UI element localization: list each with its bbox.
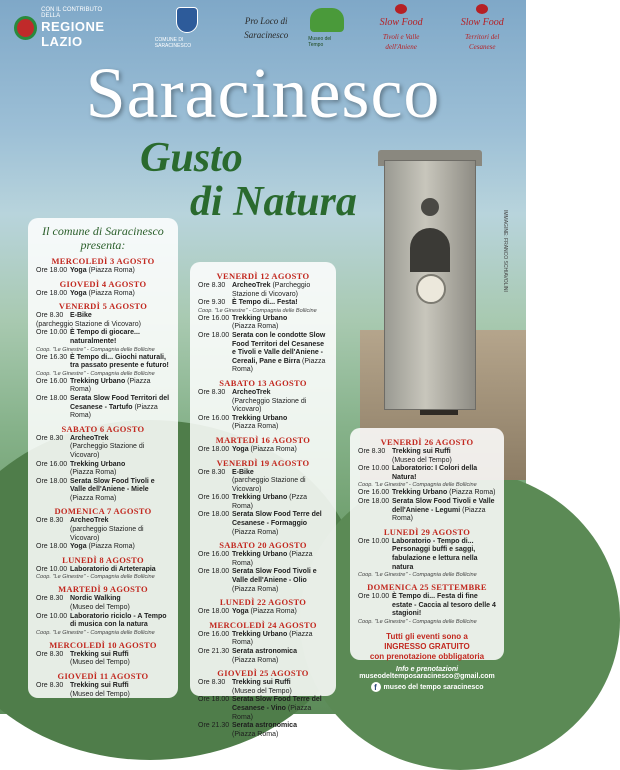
event-row: Ore 8.30 ArcheoTrek (Parcheggio Stazione di Vicovaro): [36, 434, 145, 459]
event-row: Ore 8.30 Trekking sui Ruffi (Museo del Tempo): [198, 679, 292, 695]
event-row: Ore 16.00 Trekking Urbano (Piazza Roma): [198, 551, 313, 567]
day-heading: MARTEDÌ 9 AGOSTO: [58, 584, 148, 595]
day-heading: VENERDÌ 19 AGOSTO: [216, 457, 310, 468]
event-row: Ore 8.30 Trekking sui Ruffi (Museo del Tempo): [36, 650, 130, 667]
tower-bell-window: [410, 228, 450, 272]
event-row: Ore 18.00 Serata Slow Food Tivoli e Valle dell'Aniene - Olio (Piazza Roma): [198, 568, 317, 593]
logo-bar: [0, 0, 526, 56]
event-note: Coop. "Le Ginestre" - Compagnia delle Bollicine: [358, 572, 477, 579]
slowfood-tivoli-line-2: Tivoli e Valle dell'Aniene: [382, 33, 420, 51]
tower-oculus: [421, 198, 439, 216]
event-row: Ore 10.00 Laboratorio: I Colori della Natura!: [358, 465, 478, 481]
program-column-3: [350, 428, 504, 660]
event-row: Ore 10.00 È Tempo di... Festa di fine estate - Caccia al tesoro delle 4 stagioni!: [358, 593, 496, 618]
event-row: Ore 21.30 Serata astronomica (Piazza Roma): [198, 648, 297, 664]
slowfood-tivoli-line-1: Slow Food: [379, 17, 423, 28]
day-heading: VENERDÌ 5 AGOSTO: [58, 301, 148, 312]
event-row: Ore 18.00 Serata Slow Food Terre del Cesanese - Vino (Piazza Roma): [198, 696, 322, 721]
event-row: Ore 8.30 ArcheoTrek (parcheggio Stazione di Vicovaro): [36, 517, 144, 542]
event-row: Ore 8.30 ArcheoTrek (Parcheggio Stazione di Vicovaro): [198, 388, 307, 414]
event-row: Ore 16.00 Trekking Urbano (Piazza Roma): [36, 377, 151, 394]
event-row: Ore 18.00 Yoga (Piazza Roma): [36, 267, 135, 274]
event-row: Ore 16.00 Trekking Urbano (Piazza Roma): [198, 314, 288, 331]
snail-icon: [476, 4, 488, 14]
day-heading: MARTEDÌ 16 AGOSTO: [215, 434, 311, 445]
info-email-link[interactable]: museodeltemposaracinesco@gmail.com: [359, 673, 495, 680]
facebook-link[interactable]: [352, 682, 502, 692]
event-row: Ore 8.30 Trekking sui Ruffi (Museo del Tempo): [36, 682, 130, 698]
slowfood-cesanese-line-1: Slow Food: [460, 17, 504, 28]
lazio-name-1: REGIONE: [41, 19, 105, 34]
proloco-logo: [244, 16, 288, 40]
regione-lazio-logo: [14, 7, 119, 49]
event-row: Ore 8.30 Nordic Walking (Museo del Tempo): [36, 595, 130, 612]
event-row: Ore 16.30 È Tempo di... Giochi naturali, tra passato presente e futuro!: [36, 353, 169, 370]
free-entry-line-3: con prenotazione obbligatoria: [369, 651, 485, 661]
day-heading: LUNEDÌ 8 AGOSTO: [62, 554, 144, 565]
event-row: Ore 18.00 Yoga (Piazza Roma): [36, 289, 135, 297]
event-row: Ore 18.00 Serata Slow Food Terre del Cesanese - Formaggio (Piazza Roma): [198, 511, 322, 536]
event-note: Coop. "Le Ginestre" - Compagnia delle Bollicine: [198, 307, 317, 314]
event-row: Ore 16.00 Trekking Urbano (Pzza Roma): [198, 494, 308, 510]
day-heading: DOMENICA 7 AGOSTO: [54, 506, 152, 517]
coat-of-arms-icon: [176, 7, 198, 33]
day-heading: MERCOLEDÌ 3 AGOSTO: [51, 256, 155, 266]
event-row: Ore 16.00 Trekking Urbano (Piazza Roma): [198, 414, 288, 431]
intro-line-2: presenta:: [80, 238, 126, 252]
event-note: Coop. "Le Ginestre" - Compagnia delle Bollicine: [36, 574, 155, 581]
day-heading: LUNEDÌ 22 AGOSTO: [219, 597, 307, 608]
proloco-line-2: Saracinesco: [244, 30, 289, 40]
event-row: Ore 16.00 Trekking Urbano (Piazza Roma): [358, 489, 496, 497]
poster-title: Saracinesco: [85, 53, 441, 133]
event-row: Ore 8.30 Trekking sui Ruffi (Museo del Tempo): [358, 448, 452, 464]
event-row: Ore 21.30 Serata astronomica (Piazza Roma): [198, 722, 297, 738]
event-row: Ore 10.00 Laboratorio di Arteterapia: [36, 565, 156, 573]
event-row: Ore 18.00 Yoga (Piazza Roma): [36, 543, 135, 551]
event-note: Coop. "Le Ginestre" - Compagnia delle Bollicine: [36, 346, 155, 353]
day-heading: GIOVEDÌ 4 AGOSTO: [59, 278, 147, 289]
facebook-icon: f: [371, 682, 381, 692]
event-row: Ore 16.00 Trekking Urbano (Piazza Roma): [198, 630, 313, 647]
day-heading: MERCOLEDÌ 24 AGOSTO: [209, 619, 317, 630]
lazio-caption: CON IL CONTRIBUTO DELLA: [41, 7, 103, 19]
event-row: Ore 10.00 Laboratorio - Tempo di... Personaggi buffi e saggi, fabulazione e lettura nella natura: [358, 537, 478, 571]
slowfood-tivoli-logo: [368, 4, 435, 52]
free-entry-notice: [358, 632, 496, 662]
free-entry-line-1: Tutti gli eventi sono a: [386, 631, 468, 641]
info-box: [352, 666, 502, 710]
day-heading: DOMENICA 25 SETTEMBRE: [367, 582, 487, 593]
facebook-page-name: museo del tempo saracinesco: [383, 683, 484, 691]
day-heading: MERCOLEDÌ 10 AGOSTO: [49, 639, 157, 650]
event-row: Ore 18.00 Serata Slow Food Tivoli e Valle dell'Aniene - Legumi (Piazza Roma): [358, 497, 495, 523]
day-heading: GIOVEDÌ 25 AGOSTO: [217, 668, 309, 679]
proloco-line-1: Pro Loco di: [244, 16, 288, 26]
event-row: Ore 10.00 È Tempo di giocare... naturalmente!: [36, 329, 140, 345]
day-heading: GIOVEDÌ 11 AGOSTO: [57, 671, 149, 681]
free-entry-line-2: INGRESSO GRATUITO: [384, 641, 470, 651]
day-heading: SABATO 13 AGOSTO: [219, 377, 307, 388]
day-heading: VENERDÌ 12 AGOSTO: [216, 271, 310, 281]
clock-icon: [416, 274, 446, 304]
event-note: Coop. "Le Ginestre" - Compagnia delle Bollicine: [36, 370, 155, 377]
event-note: Coop. "Le Ginestre" - Compagnia delle Bollicine: [358, 482, 477, 489]
event-row: Ore 8.30 ArcheoTrek (Parcheggio Stazione di Vicovaro): [198, 282, 311, 298]
event-place: (parcheggio Stazione di Vicovaro): [36, 320, 141, 328]
lazio-emblem-icon: [14, 16, 37, 40]
program-column-2: [190, 262, 336, 738]
day-heading: SABATO 20 AGOSTO: [219, 540, 307, 551]
event-note: Coop. "Le Ginestre" - Compagnia delle Bollicine: [358, 618, 477, 625]
poster-subtitle-1: Gusto: [140, 135, 243, 181]
image-credit: IMMAGINE: FRANCO SCHIAVOLINI: [502, 210, 508, 292]
day-heading: VENERDÌ 26 AGOSTO: [380, 437, 474, 447]
museo-caption: Museo del Tempo: [308, 36, 332, 48]
event-row: Ore 18.00 Serata con le condotte Slow Food Territori del Cesanese e Tivoli e Valle dell'Aniene - Cereali, Pane e Birra (Piazza Roma): [198, 331, 326, 374]
lazio-name-2: LAZIO: [41, 34, 83, 49]
comune-caption: COMUNE DI SARACINESCO: [154, 37, 192, 49]
info-title: Info e prenotazioni: [395, 666, 459, 673]
museo-emblem-icon: [310, 8, 344, 32]
slowfood-cesanese-line-2: Territori del Cesanese: [465, 33, 500, 51]
event-row: Ore 18.00 Yoga (Piazza Roma): [198, 445, 297, 453]
event-note: Coop. "Le Ginestre" - Compagnia delle Bollicine: [36, 629, 155, 636]
museo-logo: [308, 8, 346, 48]
program-column-1: [28, 218, 178, 698]
intro-line-1: Il comune di Saracinesco: [42, 224, 164, 238]
day-heading: SABATO 6 AGOSTO: [61, 423, 145, 434]
slowfood-cesanese-logo: [452, 4, 512, 52]
event-row: Ore 18.00 Serata Slow Food Tivoli e Valle dell'Aniene - Miele (Piazza Roma): [36, 477, 155, 502]
snail-icon: [395, 4, 407, 14]
event-row: Ore 9.30 È Tempo di... Festa!: [198, 299, 298, 307]
event-row: Ore 16.00 Trekking Urbano (Piazza Roma): [36, 460, 126, 477]
event-row: Ore 8.30 E-Bike: [36, 312, 92, 320]
day-heading: LUNEDÌ 29 AGOSTO: [383, 526, 471, 537]
event-row: Ore 8.30 E-Bike (parcheggio Stazione di Vicovaro): [198, 468, 306, 493]
poster-subtitle-2: di Natura: [190, 179, 357, 225]
event-row: Ore 10.00 Laboratorio riciclo - A Tempo di musica con la natura: [36, 612, 167, 629]
event-row: Ore 18.00 Serata Slow Food Territori del Cesanese - Tartufo (Piazza Roma): [36, 394, 170, 420]
event-row: Ore 18.00 Yoga (Piazza Roma): [198, 608, 297, 616]
comune-logo: [155, 7, 218, 49]
